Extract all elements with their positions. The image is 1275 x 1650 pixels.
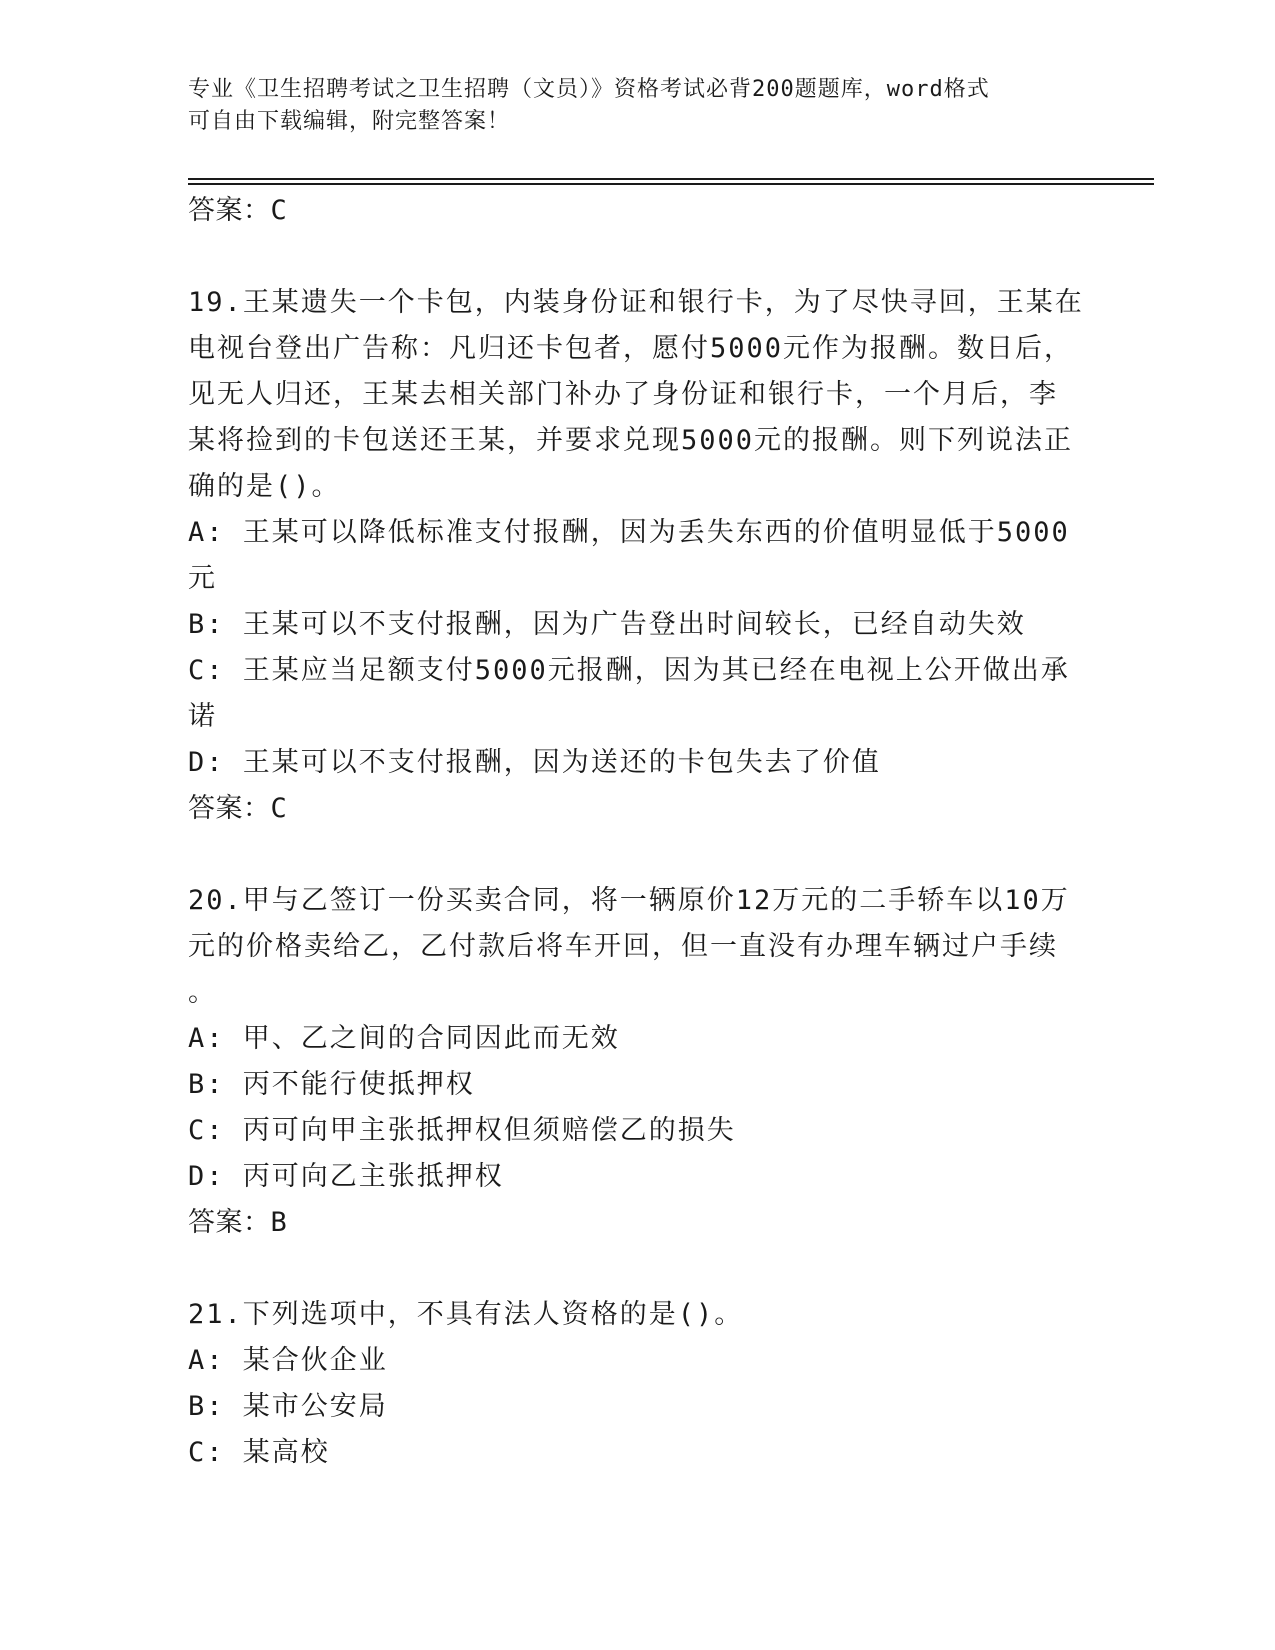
option-c-continued: 诺 [188,701,217,732]
option-a: A: 甲、乙之间的合同因此而无效 [188,1023,620,1054]
header-rule-bottom [188,183,1154,185]
option-a: A: 某合伙企业 [188,1345,388,1376]
option-c: C: 某高校 [188,1437,330,1468]
question-stem-line: 。 [188,977,217,1008]
header-line-1: 专业《卫生招聘考试之卫生招聘（文员）》资格考试必背200题题库，word格式 [188,77,990,102]
answer-line: 答案：C [188,793,288,824]
question-stem-line: 确的是()。 [188,471,341,502]
question-20 [188,878,1088,1246]
answer-line: 答案：B [188,1207,288,1238]
question-stem-line: 电视台登出广告称：凡归还卡包者，愿付5000元作为报酬。数日后， [188,333,1074,364]
option-c: C: 王某应当足额支付5000元报酬，因为其已经在电视上公开做出承 [188,655,1070,686]
question-stem-line: 某将捡到的卡包送还王某，并要求兑现5000元的报酬。则下列说法正 [188,425,1074,456]
question-stem-line: 元的价格卖给乙，乙付款后将车开回，但一直没有办理车辆过户手续 [188,931,1058,962]
header-line-2: 可自由下载编辑，附完整答案！ [188,109,511,134]
document-body [188,188,1088,1476]
question-stem-line: 19.王某遗失一个卡包，内装身份证和银行卡，为了尽快寻回，王某在 [188,287,1084,318]
document-header [188,74,1068,138]
question-stem-line: 21.下列选项中，不具有法人资格的是()。 [188,1299,744,1330]
option-a-continued: 元 [188,563,217,594]
option-b: B: 丙不能行使抵押权 [188,1069,475,1100]
question-stem-line: 见无人归还，王某去相关部门补办了身份证和银行卡，一个月后，李 [188,379,1058,410]
option-d: D: 丙可向乙主张抵押权 [188,1161,504,1192]
option-c: C: 丙可向甲主张抵押权但须赔偿乙的损失 [188,1115,736,1146]
option-d: D: 王某可以不支付报酬，因为送还的卡包失去了价值 [188,747,881,778]
answer-line: 答案：C [188,195,288,226]
question-19 [188,280,1088,832]
option-b: B: 某市公安局 [188,1391,388,1422]
option-a: A: 王某可以降低标准支付报酬，因为丢失东西的价值明显低于5000 [188,517,1070,548]
question-21 [188,1292,1088,1476]
header-rule-top [188,178,1154,180]
option-b: B: 王某可以不支付报酬，因为广告登出时间较长，已经自动失效 [188,609,1026,640]
question-stem-line: 20.甲与乙签订一份买卖合同，将一辆原价12万元的二手轿车以10万 [188,885,1070,916]
